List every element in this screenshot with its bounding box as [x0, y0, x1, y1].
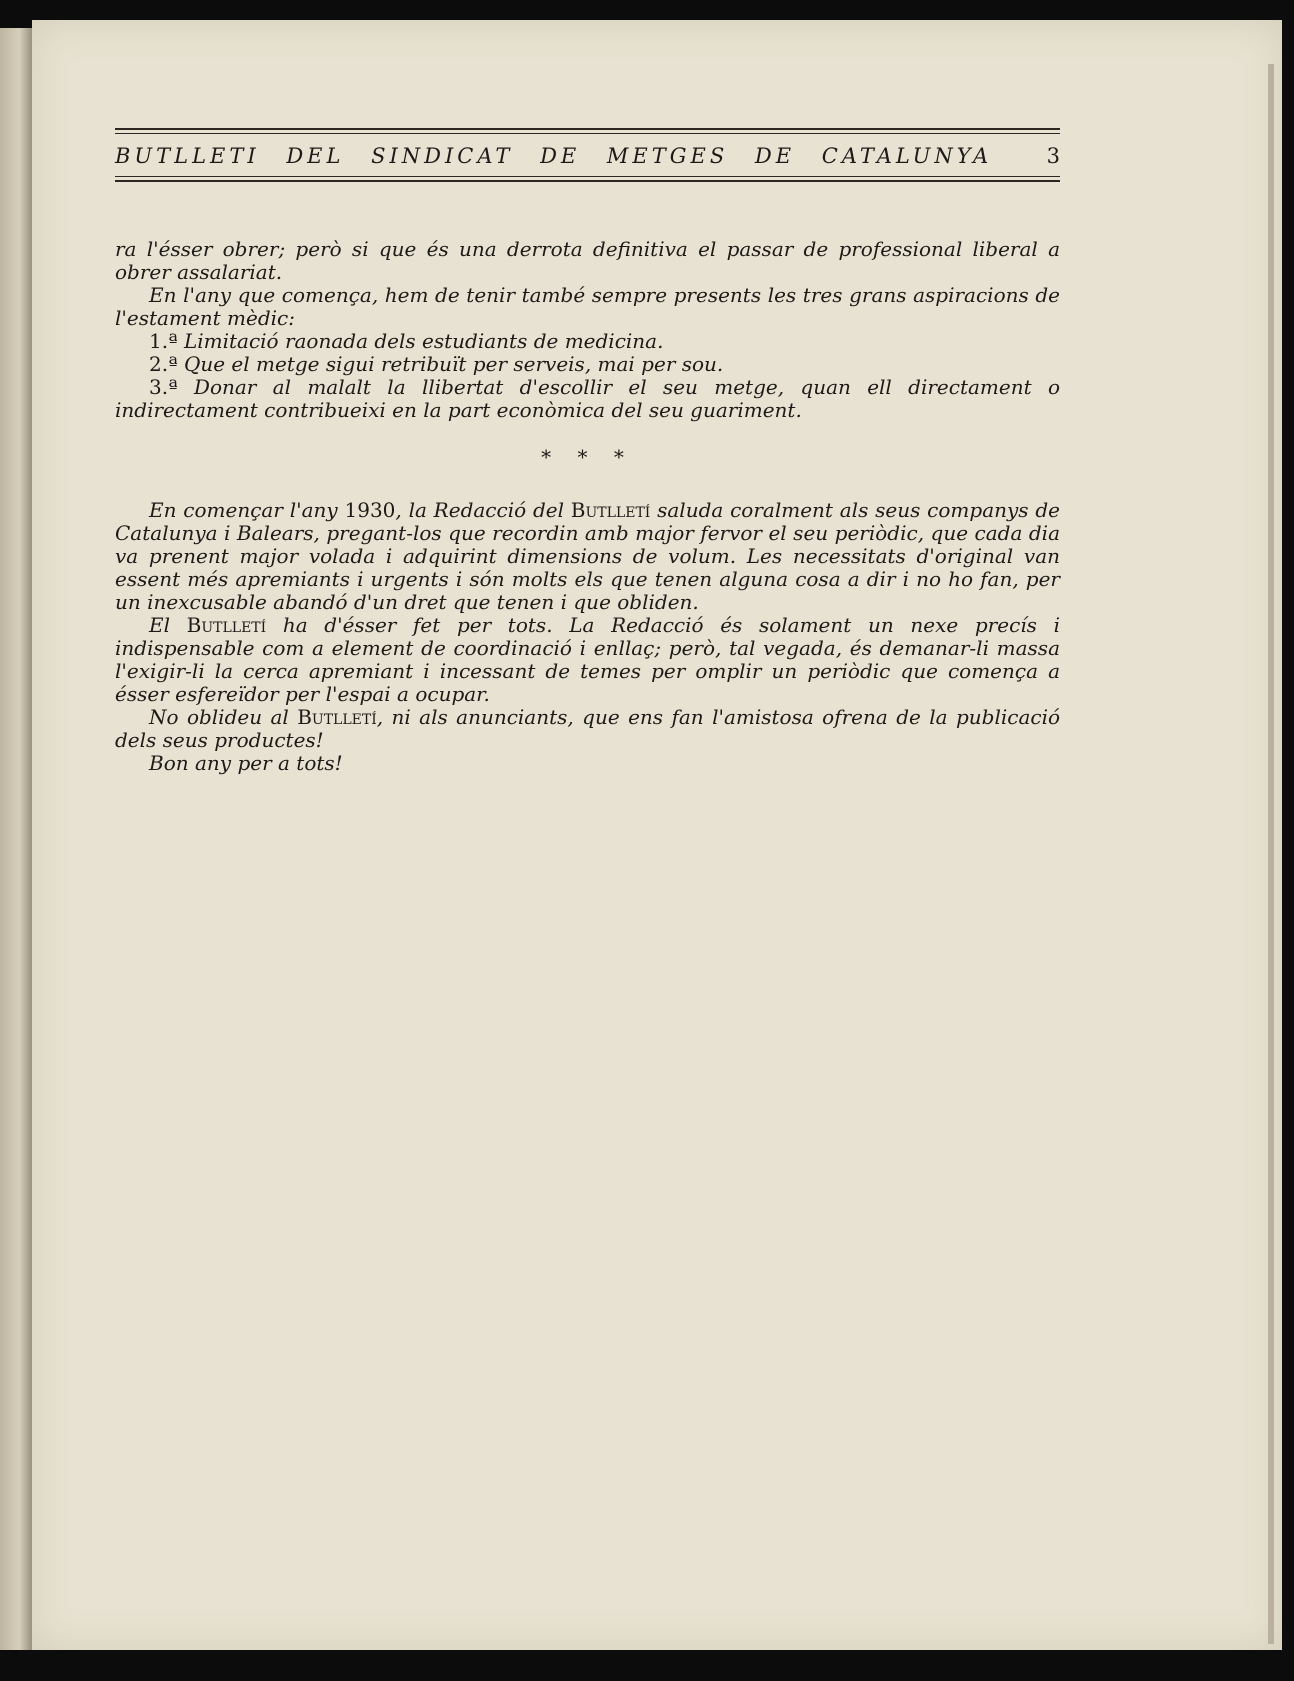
list-item-number: 2.ª [149, 352, 178, 376]
paragraph: ra l'ésser obrer; però si que és una derrota definitiva el passar de professional liberal a obrer assalariat. [115, 237, 1060, 284]
adjacent-page-edge [0, 28, 34, 1650]
running-head [115, 134, 1060, 176]
text-run: , la Redacció del [395, 498, 571, 522]
list-item [115, 353, 1060, 376]
list-item-text: Limitació raonada dels estudiants de medicina. [183, 329, 664, 353]
section-separator: * * * [541, 445, 634, 469]
text-run: , ni als anunciants, que ens fan l'amistosa ofrena de la publicació dels seus productes! [115, 705, 1061, 752]
publication-name: Butlletí [186, 613, 267, 637]
paragraph [115, 614, 1060, 706]
paragraph: En l'any que comença, hem de tenir també sempre presents les tres grans aspiracions de l'estament mèdic: [115, 283, 1060, 330]
list-item-text: Donar al malalt la llibertat d'escollir el seu metge, quan ell directament o indirectament contribueixi en la part econòmica del seu guariment. [115, 375, 1060, 422]
text-run: En començar l'any [149, 498, 345, 522]
running-header [115, 128, 1060, 182]
closing-line: Bon any per a tots! [149, 751, 343, 775]
list-item [115, 330, 1060, 353]
paragraph [115, 499, 1060, 614]
page-edge [1268, 64, 1274, 1644]
page-number: 3 [1046, 144, 1060, 168]
publication-name: Butlletí [297, 705, 377, 729]
text-run: El [149, 613, 187, 637]
text-run: saluda coralment als seus companys de Catalunya i Balears, pregant-los que recordin amb major fervor el seu periòdic, que cada dia va prenent major volada i adquirint dimensions de volum. Les necessitats d'original van essent més apremiants i urgents i són molts els que tenen alguna cosa a dir i no ho fan, per un inexcusable abandó d'un dret que tenen i que obliden. [115, 498, 1060, 614]
header-rule-bottom [115, 180, 1060, 182]
journal-title: BUTLLETI DEL SINDICAT DE METGES DE CATALUNYA [115, 144, 993, 168]
year: 1930 [344, 498, 396, 522]
text-run: ha d'ésser fet per tots. La Redacció és solament un nexe precís i indispensable com a element de coordinació i enllaç; però, tal vegada, és demanar-li massa l'exigir-li la cerca apremiant i incessant de temes per omplir un periòdic que comença a ésser esfereïdor per l'espai a ocupar. [115, 613, 1060, 706]
list-item-number: 3.ª [149, 375, 178, 399]
list-item [115, 376, 1060, 422]
article-body [115, 238, 1060, 775]
list-item-text: Que el metge sigui retribuït per serveis, mai per sou. [183, 352, 724, 376]
paragraph [115, 706, 1060, 752]
list-item-number: 1.ª [149, 329, 178, 353]
publication-name: Butlletí [570, 498, 651, 522]
text-run: No oblideu al [149, 705, 298, 729]
